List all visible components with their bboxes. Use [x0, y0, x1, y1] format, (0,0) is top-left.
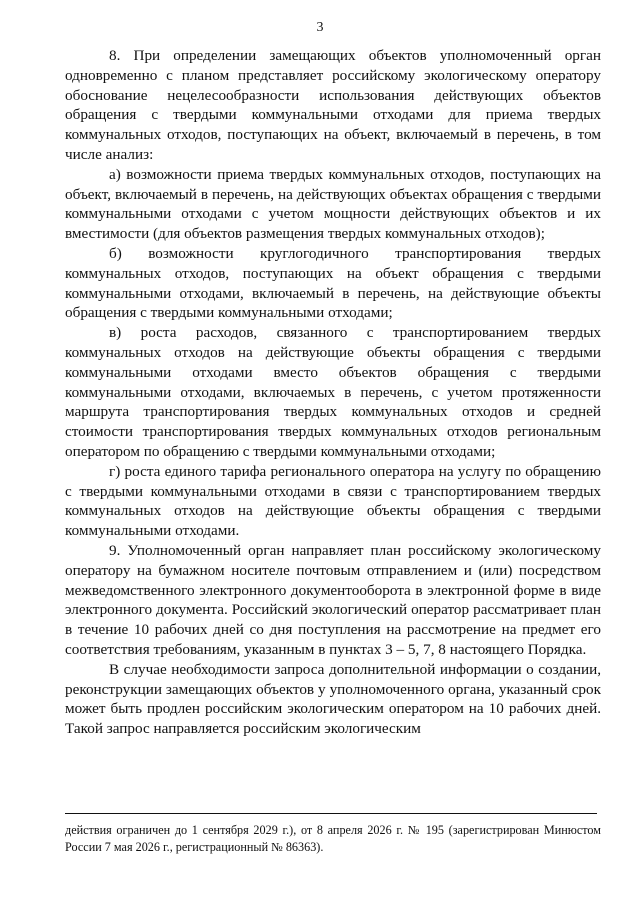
document-body [65, 46, 601, 739]
paragraph-8: 8. При определении замещающих объектов уполномоченный орган одновременно с планом представляет российскому экологическому оператору обоснование нецелесообразности использования действующих объектов обращения с твердыми коммунальными отходами для приема твердых коммунальных отходов, поступающих на объект, включаемый в перечень, в том числе анализ: [65, 47, 601, 163]
paragraph-9-extension: В случае необходимости запроса дополнительной информации о создании, реконструкции замещающих объектов у уполномоченного органа, указанный срок может быть продлен российским экологическим оператором на 10 рабочих дней. Такой запрос направляется российским экологическим [65, 660, 601, 738]
footnote-text: действия ограничен до 1 сентября 2029 г.), от 8 апреля 2026 г. № 195 (зарегистрирован Минюстом России 7 мая 2026 г., регистрационный № 86363). [65, 823, 601, 854]
page-number: 3 [316, 20, 324, 35]
footnote-divider [65, 813, 597, 814]
paragraph-9: 9. Уполномоченный орган направляет план российскому экологическому оператору на бумажном носителе почтовым отправлением и (или) посредством межведомственного электронного документооборота в электронной форме в виде электронного документа. Российский экологический оператор рассматривает план в течение 10 рабочих дней со дня поступления на рассмотрение на предмет его соответствия требованиям, указанным в пунктах 3 – 5, 7, 8 настоящего Порядка. [65, 541, 601, 658]
paragraph-8-g: г) роста единого тарифа регионального оператора на услугу по обращению с твердыми коммунальными отходами в связи с транспортированием твердых коммунальных отходов на действующие объекты обращения с твердыми коммунальными отходами. [65, 462, 601, 540]
paragraph-8-b: б) возможности круглогодичного транспортирования твердых коммунальных отходов, поступающих на объект обращения с твердыми коммунальными отходами, включаемый в перечень, на действующие объекты обращения с твердыми коммунальными отходами; [65, 244, 601, 322]
paragraph-8-v: в) роста расходов, связанного с транспортированием твердых коммунальных отходов на действующие объекты обращения с твердыми коммунальными отходами вместо объектов обращения с твердыми коммунальными отходами, включаемых в перечень, с учетом протяженности маршрута транспортирования твердых коммунальных отходов и средней стоимости транспортирования твердых коммунальных отходов региональным оператором по обращению с твердыми коммунальными отходами; [65, 324, 601, 460]
paragraph-8-a: а) возможности приема твердых коммунальных отходов, поступающих на объект, включаемый в перечень, на действующих объектах обращения с твердыми коммунальными отходами с учетом мощности действующих объектов и их вместимости (для объектов размещения твердых коммунальных отходов); [65, 165, 601, 243]
